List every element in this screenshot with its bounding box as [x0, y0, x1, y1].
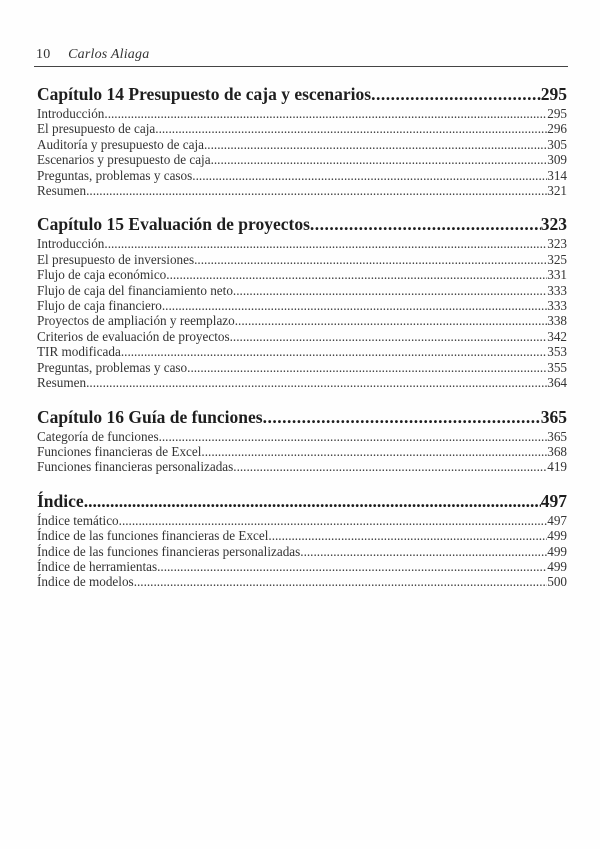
toc-entry [37, 344, 567, 359]
dot-leader [134, 574, 548, 589]
entry-label: Introducción [37, 106, 105, 121]
entry-label: El presupuesto de inversiones [37, 251, 195, 267]
chapter-title: Capítulo 14 Presupuesto de caja y escenarios [37, 84, 372, 104]
toc-entry [37, 152, 567, 167]
entry-page: 365 [547, 428, 567, 444]
dot-leader [300, 544, 547, 559]
toc-entry [37, 183, 567, 198]
entry-label: Resumen [37, 183, 87, 199]
entry-page: 305 [547, 136, 567, 152]
entry-page: 497 [547, 512, 567, 528]
entry-label: Índice de herramientas [37, 558, 158, 574]
toc-entry [37, 106, 567, 121]
index-section [37, 491, 567, 590]
dot-leader [201, 444, 547, 459]
running-head-author: Carlos Aliaga [68, 47, 150, 62]
toc-entry [37, 283, 567, 298]
dot-leader [157, 559, 547, 574]
entry-page: 368 [547, 443, 567, 459]
entry-page: 499 [547, 528, 567, 544]
toc-entry [37, 513, 567, 528]
dot-leader [119, 513, 548, 528]
entry-label: Flujo de caja financiero [37, 298, 162, 314]
entry-label: Índice de modelos [37, 574, 134, 590]
entry-page: 364 [547, 375, 567, 391]
toc-entry [37, 236, 567, 251]
toc-entry [37, 329, 567, 344]
dot-leader [104, 236, 547, 251]
chapter-title: Capítulo 16 Guía de funciones [37, 406, 263, 427]
dot-leader [121, 344, 547, 359]
dot-leader [310, 214, 541, 234]
dot-leader [204, 137, 547, 152]
chapter-page: 323 [540, 214, 567, 235]
dot-leader [162, 298, 547, 313]
index-page: 497 [540, 490, 567, 511]
toc-entry [37, 168, 567, 183]
dot-leader [233, 459, 547, 474]
entry-label: Flujo de caja del financiamiento neto [37, 282, 233, 298]
header-rule [34, 66, 568, 67]
dot-leader [86, 183, 547, 198]
entry-page: 323 [547, 236, 567, 252]
entry-label: Resumen [37, 375, 87, 391]
entry-page: 295 [547, 106, 567, 121]
toc-entry [37, 444, 567, 459]
dot-leader [194, 252, 547, 267]
entry-label: Índice de las funciones financieras personalizadas [37, 543, 301, 559]
toc-entry [37, 429, 567, 444]
dot-leader [211, 152, 548, 167]
page-header [36, 47, 149, 63]
chapter-title: Capítulo 15 Evaluación de proyectos [37, 214, 310, 235]
toc-entry [37, 121, 567, 136]
entry-page: 325 [547, 251, 567, 267]
entry-label: Introducción [37, 236, 105, 252]
index-title-row [37, 491, 567, 511]
entry-page: 331 [547, 267, 567, 283]
toc-entry [37, 375, 567, 390]
entry-page: 314 [547, 167, 567, 183]
entry-label: Proyectos de ampliación y reemplazo [37, 313, 235, 329]
toc-entry [37, 252, 567, 267]
entry-page: 419 [547, 459, 567, 475]
dot-leader [235, 313, 547, 328]
dot-leader [159, 429, 548, 444]
entry-label: Índice temático [37, 512, 119, 528]
toc-entry [37, 559, 567, 574]
dot-leader [166, 267, 547, 282]
entry-label: Preguntas, problemas y casos [37, 167, 193, 183]
toc-entry [37, 267, 567, 282]
chapter-title-row [37, 407, 567, 427]
dot-leader [84, 491, 541, 511]
dot-leader [155, 121, 547, 136]
entry-page: 338 [547, 313, 567, 329]
toc-entry [37, 360, 567, 375]
dot-leader [263, 407, 541, 427]
chapter-15 [37, 214, 567, 390]
entry-page: 499 [547, 543, 567, 559]
entry-page: 296 [547, 121, 567, 137]
toc-entry [37, 528, 567, 543]
chapter-14 [37, 84, 567, 198]
page-number: 10 [36, 47, 51, 62]
entry-page: 500 [547, 574, 567, 590]
dot-leader [187, 360, 547, 375]
index-title: Índice [37, 490, 84, 511]
chapter-page: 295 [540, 84, 567, 104]
entry-page: 333 [547, 282, 567, 298]
entry-label: Funciones financieras personalizadas [37, 459, 234, 475]
entry-page: 321 [547, 183, 567, 199]
chapter-16 [37, 407, 567, 475]
dot-leader [104, 106, 547, 121]
entry-label: Categoría de funciones [37, 428, 159, 444]
chapter-title-row [37, 84, 567, 104]
entry-label: Criterios de evaluación de proyectos [37, 328, 230, 344]
entry-page: 342 [547, 328, 567, 344]
entry-label: Índice de las funciones financieras de Excel [37, 528, 269, 544]
entry-page: 353 [547, 344, 567, 360]
dot-leader [86, 375, 547, 390]
entry-label: Flujo de caja económico [37, 267, 167, 283]
entry-label: Preguntas, problemas y caso [37, 359, 188, 375]
entry-label: TIR modificada [37, 344, 121, 360]
dot-leader [233, 283, 547, 298]
chapter-title-row [37, 214, 567, 234]
toc-entry [37, 574, 567, 589]
toc-entry [37, 313, 567, 328]
entry-label: Auditoría y presupuesto de caja [37, 136, 204, 152]
entry-label: Funciones financieras de Excel [37, 443, 202, 459]
entry-label: El presupuesto de caja [37, 121, 156, 137]
dot-leader [268, 528, 547, 543]
dot-leader [371, 84, 541, 104]
toc-entry [37, 298, 567, 313]
toc-entry [37, 544, 567, 559]
entry-page: 355 [547, 359, 567, 375]
entry-page: 499 [547, 558, 567, 574]
entry-page: 309 [547, 152, 567, 168]
entry-label: Escenarios y presupuesto de caja [37, 152, 211, 168]
table-of-contents [37, 84, 567, 606]
toc-entry [37, 459, 567, 474]
entry-page: 333 [547, 298, 567, 314]
toc-entry [37, 137, 567, 152]
dot-leader [230, 329, 548, 344]
dot-leader [192, 168, 547, 183]
chapter-page: 365 [540, 406, 567, 427]
